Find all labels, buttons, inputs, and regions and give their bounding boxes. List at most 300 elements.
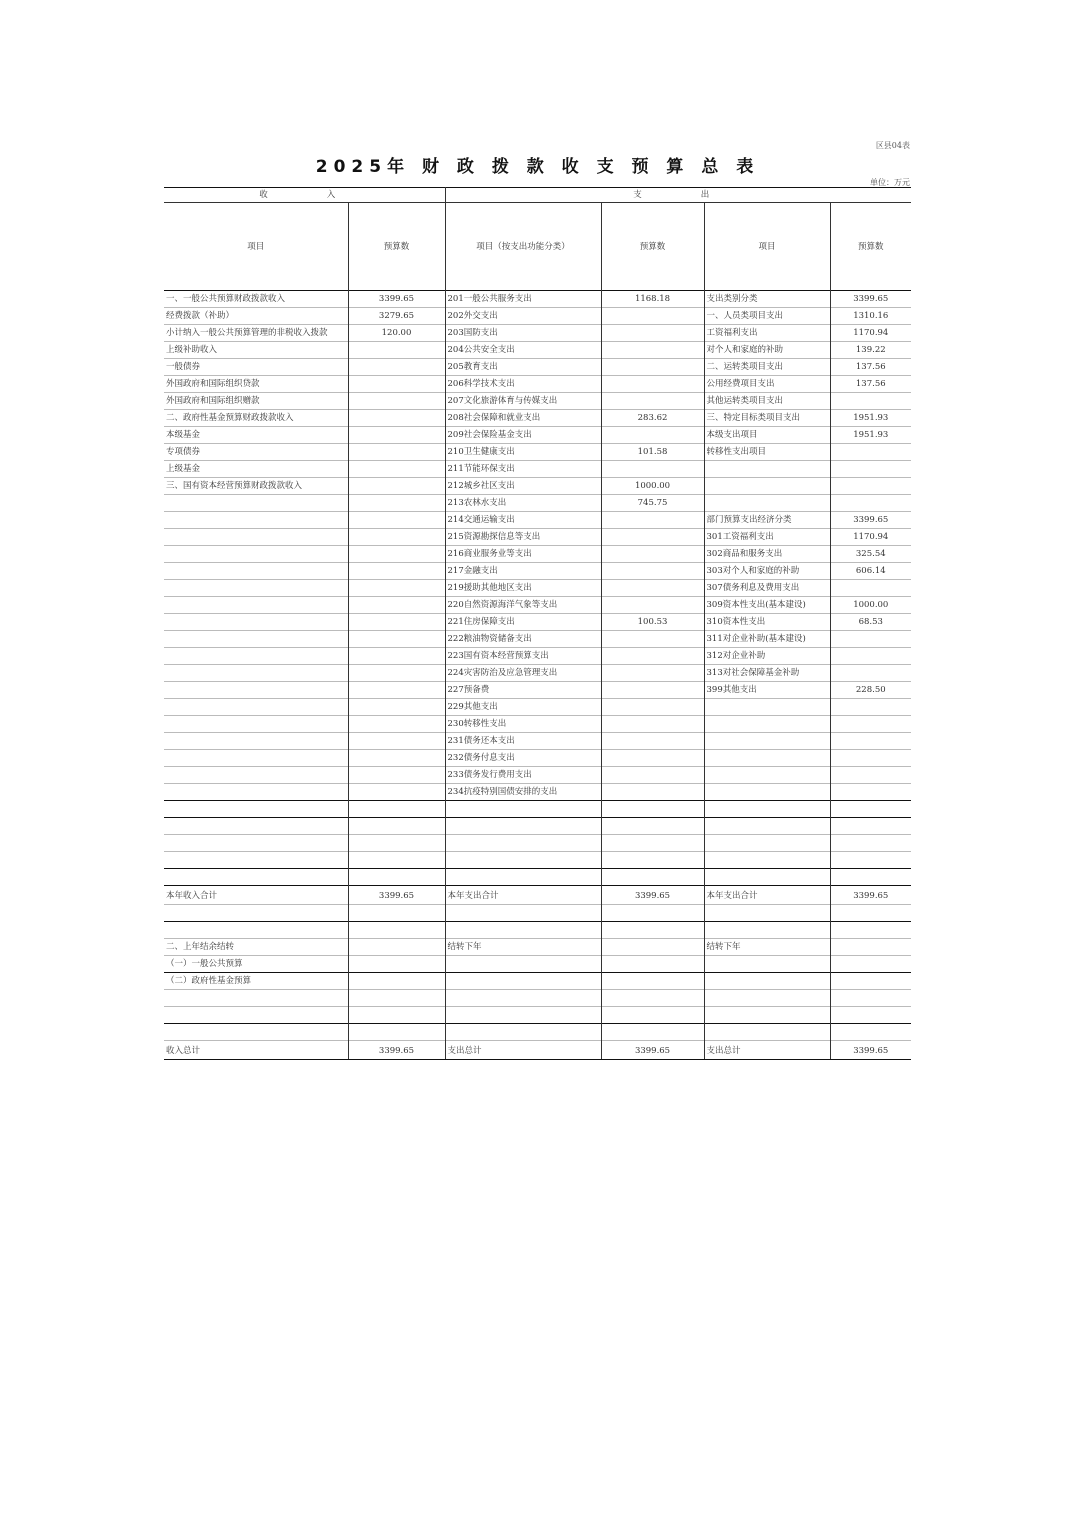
table-cell-value <box>830 733 911 750</box>
table-row <box>164 529 911 546</box>
table-row <box>164 291 911 308</box>
table-cell-value: 101.58 <box>601 444 704 461</box>
table-cell-value: 1000.00 <box>830 597 911 614</box>
table-cell-label: 收入总计 <box>164 1041 348 1060</box>
table-row <box>164 750 911 767</box>
table-cell-value <box>830 922 911 939</box>
table-row <box>164 478 911 495</box>
table-cell-value <box>601 308 704 325</box>
table-cell-value <box>601 512 704 529</box>
table-cell-value <box>348 410 445 427</box>
table-cell-label: 311对企业补助(基本建设) <box>704 631 830 648</box>
table-cell-value <box>830 393 911 410</box>
table-cell-label: 233债务发行费用支出 <box>445 767 601 784</box>
table-cell-label <box>164 818 348 835</box>
table-cell-value <box>348 376 445 393</box>
table-cell-value <box>348 767 445 784</box>
table-cell-label: 232债务付息支出 <box>445 750 601 767</box>
table-cell-label: 214交通运输支出 <box>445 512 601 529</box>
table-cell-label <box>164 682 348 699</box>
table-cell-value <box>601 427 704 444</box>
table-cell-label: 205教育支出 <box>445 359 601 376</box>
table-cell-label: 部门预算支出经济分类 <box>704 512 830 529</box>
table-cell-value <box>601 342 704 359</box>
table-cell-label: 217金融支出 <box>445 563 601 580</box>
form-code: 区县04表 <box>875 141 910 150</box>
table-cell-label <box>164 733 348 750</box>
table-cell-value: 283.62 <box>601 410 704 427</box>
table-cell-value <box>348 665 445 682</box>
table-cell-value <box>830 1007 911 1024</box>
table-cell-label: 302商品和服务支出 <box>704 546 830 563</box>
table-cell-value: 137.56 <box>830 359 911 376</box>
table-cell-label <box>704 495 830 512</box>
table-row <box>164 869 911 886</box>
table-cell-value <box>348 869 445 886</box>
table-cell-value <box>601 563 704 580</box>
table-cell-label <box>164 1024 348 1041</box>
table-cell-value <box>601 750 704 767</box>
table-row <box>164 939 911 956</box>
table-cell-label: 203国防支出 <box>445 325 601 342</box>
table-cell-value <box>830 784 911 801</box>
col-budget3-header: 预算数 <box>830 203 911 291</box>
table-cell-value <box>348 614 445 631</box>
table-cell-value <box>601 818 704 835</box>
table-cell-label: 外国政府和国际组织赠款 <box>164 393 348 410</box>
table-cell-value <box>601 852 704 869</box>
table-cell-value <box>348 444 445 461</box>
table-cell-label <box>164 801 348 818</box>
table-cell-label <box>704 733 830 750</box>
table-cell-label: 二、运转类项目支出 <box>704 359 830 376</box>
table-cell-label <box>164 1007 348 1024</box>
table-row <box>164 852 911 869</box>
table-cell-value <box>830 905 911 922</box>
table-cell-label <box>164 699 348 716</box>
table-cell-value <box>601 631 704 648</box>
table-cell-value <box>348 546 445 563</box>
table-cell-label <box>704 716 830 733</box>
table-cell-label: 223国有资本经营预算支出 <box>445 648 601 665</box>
table-cell-label <box>164 648 348 665</box>
table-cell-label <box>164 597 348 614</box>
table-row <box>164 818 911 835</box>
table-cell-value: 1168.18 <box>601 291 704 308</box>
table-cell-label: 229其他支出 <box>445 699 601 716</box>
table-cell-value <box>830 956 911 973</box>
table-cell-value <box>601 905 704 922</box>
table-cell-label: 208社会保障和就业支出 <box>445 410 601 427</box>
table-cell-label <box>445 922 601 939</box>
table-cell-label <box>704 699 830 716</box>
table-cell-value <box>601 393 704 410</box>
table-cell-value <box>601 597 704 614</box>
table-cell-value <box>348 750 445 767</box>
table-cell-value <box>601 461 704 478</box>
table-row <box>164 973 911 990</box>
table-cell-label: 支出总计 <box>445 1041 601 1060</box>
table-cell-value <box>348 342 445 359</box>
table-cell-label <box>164 495 348 512</box>
table-row <box>164 801 911 818</box>
table-cell-label <box>704 461 830 478</box>
table-cell-label <box>445 835 601 852</box>
table-cell-label: 结转下年 <box>445 939 601 956</box>
table-cell-label: （二）政府性基金预算 <box>164 973 348 990</box>
table-cell-value <box>830 716 911 733</box>
table-cell-label: 支出类别分类 <box>704 291 830 308</box>
table-cell-label: 三、国有资本经营预算财政拨款收入 <box>164 478 348 495</box>
table-cell-label: 一般债券 <box>164 359 348 376</box>
table-cell-label <box>704 750 830 767</box>
table-cell-label: 213农林水支出 <box>445 495 601 512</box>
table-row <box>164 886 911 905</box>
table-row <box>164 376 911 393</box>
table-cell-label <box>164 512 348 529</box>
table-row <box>164 665 911 682</box>
table-cell-label <box>445 1007 601 1024</box>
table-cell-value: 137.56 <box>830 376 911 393</box>
table-cell-value <box>830 939 911 956</box>
table-cell-label <box>164 922 348 939</box>
table-row <box>164 427 911 444</box>
table-cell-label: 230转移性支出 <box>445 716 601 733</box>
table-row <box>164 905 911 922</box>
table-cell-label: 313对社会保障基金补助 <box>704 665 830 682</box>
table-cell-value: 228.50 <box>830 682 911 699</box>
table-cell-value <box>348 905 445 922</box>
table-cell-label: 227预备费 <box>445 682 601 699</box>
table-cell-value <box>830 648 911 665</box>
table-cell-value: 3399.65 <box>830 512 911 529</box>
table-cell-label: 215资源勘探信息等支出 <box>445 529 601 546</box>
table-cell-label: 支出总计 <box>704 1041 830 1060</box>
table-row <box>164 716 911 733</box>
budget-table <box>164 187 911 1060</box>
table-cell-label: 工资福利支出 <box>704 325 830 342</box>
table-cell-value <box>601 580 704 597</box>
table-cell-value: 120.00 <box>348 325 445 342</box>
table-cell-label: 本年支出合计 <box>445 886 601 905</box>
table-cell-label <box>164 784 348 801</box>
table-cell-value <box>601 1007 704 1024</box>
table-row <box>164 682 911 699</box>
table-cell-label: 234抗疫特别国债安排的支出 <box>445 784 601 801</box>
table-cell-label <box>164 614 348 631</box>
table-cell-value <box>601 922 704 939</box>
table-cell-value <box>601 801 704 818</box>
table-row <box>164 733 911 750</box>
table-cell-label: 312对企业补助 <box>704 648 830 665</box>
table-cell-label: 211节能环保支出 <box>445 461 601 478</box>
table-cell-label <box>704 990 830 1007</box>
table-cell-value <box>601 1024 704 1041</box>
table-cell-label: 上级基金 <box>164 461 348 478</box>
table-cell-label <box>704 956 830 973</box>
table-row <box>164 495 911 512</box>
table-cell-label: 212城乡社区支出 <box>445 478 601 495</box>
table-cell-value <box>830 852 911 869</box>
table-cell-value <box>348 852 445 869</box>
table-row <box>164 1007 911 1024</box>
table-cell-value <box>348 990 445 1007</box>
table-cell-label <box>164 665 348 682</box>
table-cell-value <box>348 563 445 580</box>
table-cell-label <box>164 631 348 648</box>
table-row <box>164 444 911 461</box>
table-cell-label: 219援助其他地区支出 <box>445 580 601 597</box>
table-cell-value: 1310.16 <box>830 308 911 325</box>
table-cell-value <box>348 784 445 801</box>
table-cell-label: 小计纳入一般公共预算管理的非税收入拨款 <box>164 325 348 342</box>
table-cell-value <box>348 922 445 939</box>
table-cell-value <box>348 1024 445 1041</box>
table-row <box>164 614 911 631</box>
table-cell-value <box>830 631 911 648</box>
table-cell-value: 745.75 <box>601 495 704 512</box>
col-func-item-header: 项目（按支出功能分类） <box>445 203 601 291</box>
col-budget2-header: 预算数 <box>601 203 704 291</box>
table-cell-value <box>601 956 704 973</box>
table-cell-label <box>445 852 601 869</box>
table-row <box>164 990 911 1007</box>
table-cell-label <box>164 716 348 733</box>
table-cell-label: 309资本性支出(基本建设) <box>704 597 830 614</box>
col-item-header: 项目 <box>164 203 348 291</box>
table-cell-label: 222粮油物资储备支出 <box>445 631 601 648</box>
table-cell-value <box>830 444 911 461</box>
table-cell-label <box>164 750 348 767</box>
table-cell-label: 224灾害防治及应急管理支出 <box>445 665 601 682</box>
table-cell-value: 3399.65 <box>348 291 445 308</box>
table-cell-label <box>164 580 348 597</box>
table-cell-value <box>348 631 445 648</box>
table-cell-label <box>445 990 601 1007</box>
page-title: 2025年 财 政 拨 款 收 支 预 算 总 表 <box>315 157 760 177</box>
table-cell-value <box>830 990 911 1007</box>
table-row <box>164 648 911 665</box>
table-cell-value <box>830 495 911 512</box>
table-row <box>164 631 911 648</box>
table-cell-value <box>830 461 911 478</box>
table-cell-label <box>704 818 830 835</box>
table-cell-label: 220自然资源海洋气象等支出 <box>445 597 601 614</box>
table-cell-value <box>601 716 704 733</box>
table-cell-value <box>830 1024 911 1041</box>
table-cell-label <box>704 784 830 801</box>
table-cell-label <box>704 869 830 886</box>
table-cell-label <box>704 478 830 495</box>
table-cell-value <box>830 869 911 886</box>
table-cell-value <box>348 716 445 733</box>
table-cell-label: 转移性支出项目 <box>704 444 830 461</box>
table-cell-value <box>348 699 445 716</box>
table-cell-label: 207文化旅游体育与传媒支出 <box>445 393 601 410</box>
table-row <box>164 597 911 614</box>
table-cell-value <box>601 973 704 990</box>
table-cell-value: 3399.65 <box>348 886 445 905</box>
income-header: 收 入 <box>164 188 445 203</box>
table-cell-label: 上级补助收入 <box>164 342 348 359</box>
table-cell-label: 本年收入合计 <box>164 886 348 905</box>
table-row <box>164 512 911 529</box>
table-row <box>164 1041 911 1060</box>
table-cell-value <box>830 835 911 852</box>
table-cell-value <box>601 529 704 546</box>
table-cell-value <box>348 393 445 410</box>
table-row <box>164 922 911 939</box>
table-cell-label: 结转下年 <box>704 939 830 956</box>
table-cell-value <box>601 546 704 563</box>
table-cell-label <box>164 546 348 563</box>
table-cell-label <box>164 767 348 784</box>
table-cell-label: 本级支出项目 <box>704 427 830 444</box>
table-cell-value <box>830 801 911 818</box>
table-cell-value <box>348 682 445 699</box>
table-cell-label: 231债务还本支出 <box>445 733 601 750</box>
table-cell-label: 公用经费项目支出 <box>704 376 830 393</box>
table-cell-label <box>445 956 601 973</box>
table-cell-label <box>704 801 830 818</box>
table-row <box>164 359 911 376</box>
table-row <box>164 308 911 325</box>
table-cell-value <box>601 359 704 376</box>
table-cell-value <box>601 869 704 886</box>
table-cell-label: 201一般公共服务支出 <box>445 291 601 308</box>
table-cell-label: 202外交支出 <box>445 308 601 325</box>
table-cell-value <box>348 939 445 956</box>
table-cell-label <box>164 852 348 869</box>
table-cell-value <box>601 699 704 716</box>
table-row <box>164 461 911 478</box>
table-cell-label: 本级基金 <box>164 427 348 444</box>
table-cell-label: 307债务利息及费用支出 <box>704 580 830 597</box>
table-cell-label <box>164 835 348 852</box>
unit-label: 单位：万元 <box>870 178 910 187</box>
table-cell-label: 210卫生健康支出 <box>445 444 601 461</box>
table-cell-value <box>348 495 445 512</box>
table-cell-value <box>348 648 445 665</box>
table-cell-label: 二、政府性基金预算财政拨款收入 <box>164 410 348 427</box>
table-row <box>164 546 911 563</box>
table-cell-label <box>704 905 830 922</box>
table-cell-label <box>704 1007 830 1024</box>
table-row <box>164 580 911 597</box>
table-cell-value <box>830 818 911 835</box>
table-row <box>164 767 911 784</box>
table-cell-value <box>830 478 911 495</box>
table-cell-value <box>830 750 911 767</box>
table-row <box>164 410 911 427</box>
table-cell-label <box>445 869 601 886</box>
table-cell-label: 专项债券 <box>164 444 348 461</box>
table-cell-value: 100.53 <box>601 614 704 631</box>
table-cell-label <box>445 801 601 818</box>
table-cell-value: 3279.65 <box>348 308 445 325</box>
table-cell-label: 209社会保险基金支出 <box>445 427 601 444</box>
table-cell-label: 对个人和家庭的补助 <box>704 342 830 359</box>
table-cell-label <box>704 852 830 869</box>
table-cell-value <box>348 956 445 973</box>
table-row <box>164 325 911 342</box>
table-cell-value <box>601 325 704 342</box>
table-cell-value <box>601 682 704 699</box>
table-cell-value <box>601 665 704 682</box>
col-budget-header: 预算数 <box>348 203 445 291</box>
table-cell-value <box>348 1007 445 1024</box>
table-cell-value: 606.14 <box>830 563 911 580</box>
table-cell-label: 一、人员类项目支出 <box>704 308 830 325</box>
table-cell-value: 1170.94 <box>830 325 911 342</box>
table-row <box>164 1024 911 1041</box>
table-cell-value: 3399.65 <box>348 1041 445 1060</box>
table-cell-label <box>445 818 601 835</box>
table-cell-label: 216商业服务业等支出 <box>445 546 601 563</box>
expense-header: 支 出 <box>445 188 911 203</box>
table-cell-label: 204公共安全支出 <box>445 342 601 359</box>
table-cell-value: 3399.65 <box>830 886 911 905</box>
table-row <box>164 699 911 716</box>
table-cell-label: 310资本性支出 <box>704 614 830 631</box>
table-cell-value <box>348 529 445 546</box>
table-cell-value: 139.22 <box>830 342 911 359</box>
table-cell-value: 68.53 <box>830 614 911 631</box>
table-cell-value <box>601 376 704 393</box>
table-cell-label <box>445 973 601 990</box>
column-header-row <box>164 203 911 291</box>
table-cell-value <box>601 648 704 665</box>
table-cell-label <box>164 529 348 546</box>
table-cell-value <box>348 733 445 750</box>
table-cell-label <box>704 973 830 990</box>
table-cell-value: 1951.93 <box>830 427 911 444</box>
table-row <box>164 563 911 580</box>
table-row <box>164 784 911 801</box>
table-cell-value: 3399.65 <box>830 1041 911 1060</box>
table-cell-value <box>601 733 704 750</box>
table-cell-value <box>348 478 445 495</box>
table-cell-value: 1170.94 <box>830 529 911 546</box>
table-cell-value <box>348 801 445 818</box>
table-cell-label <box>445 905 601 922</box>
table-cell-value <box>830 699 911 716</box>
table-cell-label: 221住房保障支出 <box>445 614 601 631</box>
table-cell-label: 一、一般公共预算财政拨款收入 <box>164 291 348 308</box>
table-cell-value <box>601 835 704 852</box>
table-cell-label: 399其他支出 <box>704 682 830 699</box>
col-item3-header: 项目 <box>704 203 830 291</box>
header-group-row <box>164 188 911 203</box>
table-cell-value: 1000.00 <box>601 478 704 495</box>
table-cell-value <box>348 597 445 614</box>
table-cell-label <box>704 1024 830 1041</box>
table-cell-value <box>348 580 445 597</box>
table-cell-label: 二、上年结余结转 <box>164 939 348 956</box>
table-row <box>164 393 911 410</box>
table-cell-label <box>704 835 830 852</box>
table-cell-value <box>830 665 911 682</box>
table-cell-label <box>704 922 830 939</box>
table-row <box>164 342 911 359</box>
table-row <box>164 835 911 852</box>
table-cell-label: （一）一般公共预算 <box>164 956 348 973</box>
table-cell-value <box>601 767 704 784</box>
table-cell-value <box>348 835 445 852</box>
table-cell-label <box>164 869 348 886</box>
table-cell-value: 325.54 <box>830 546 911 563</box>
table-cell-label <box>164 905 348 922</box>
